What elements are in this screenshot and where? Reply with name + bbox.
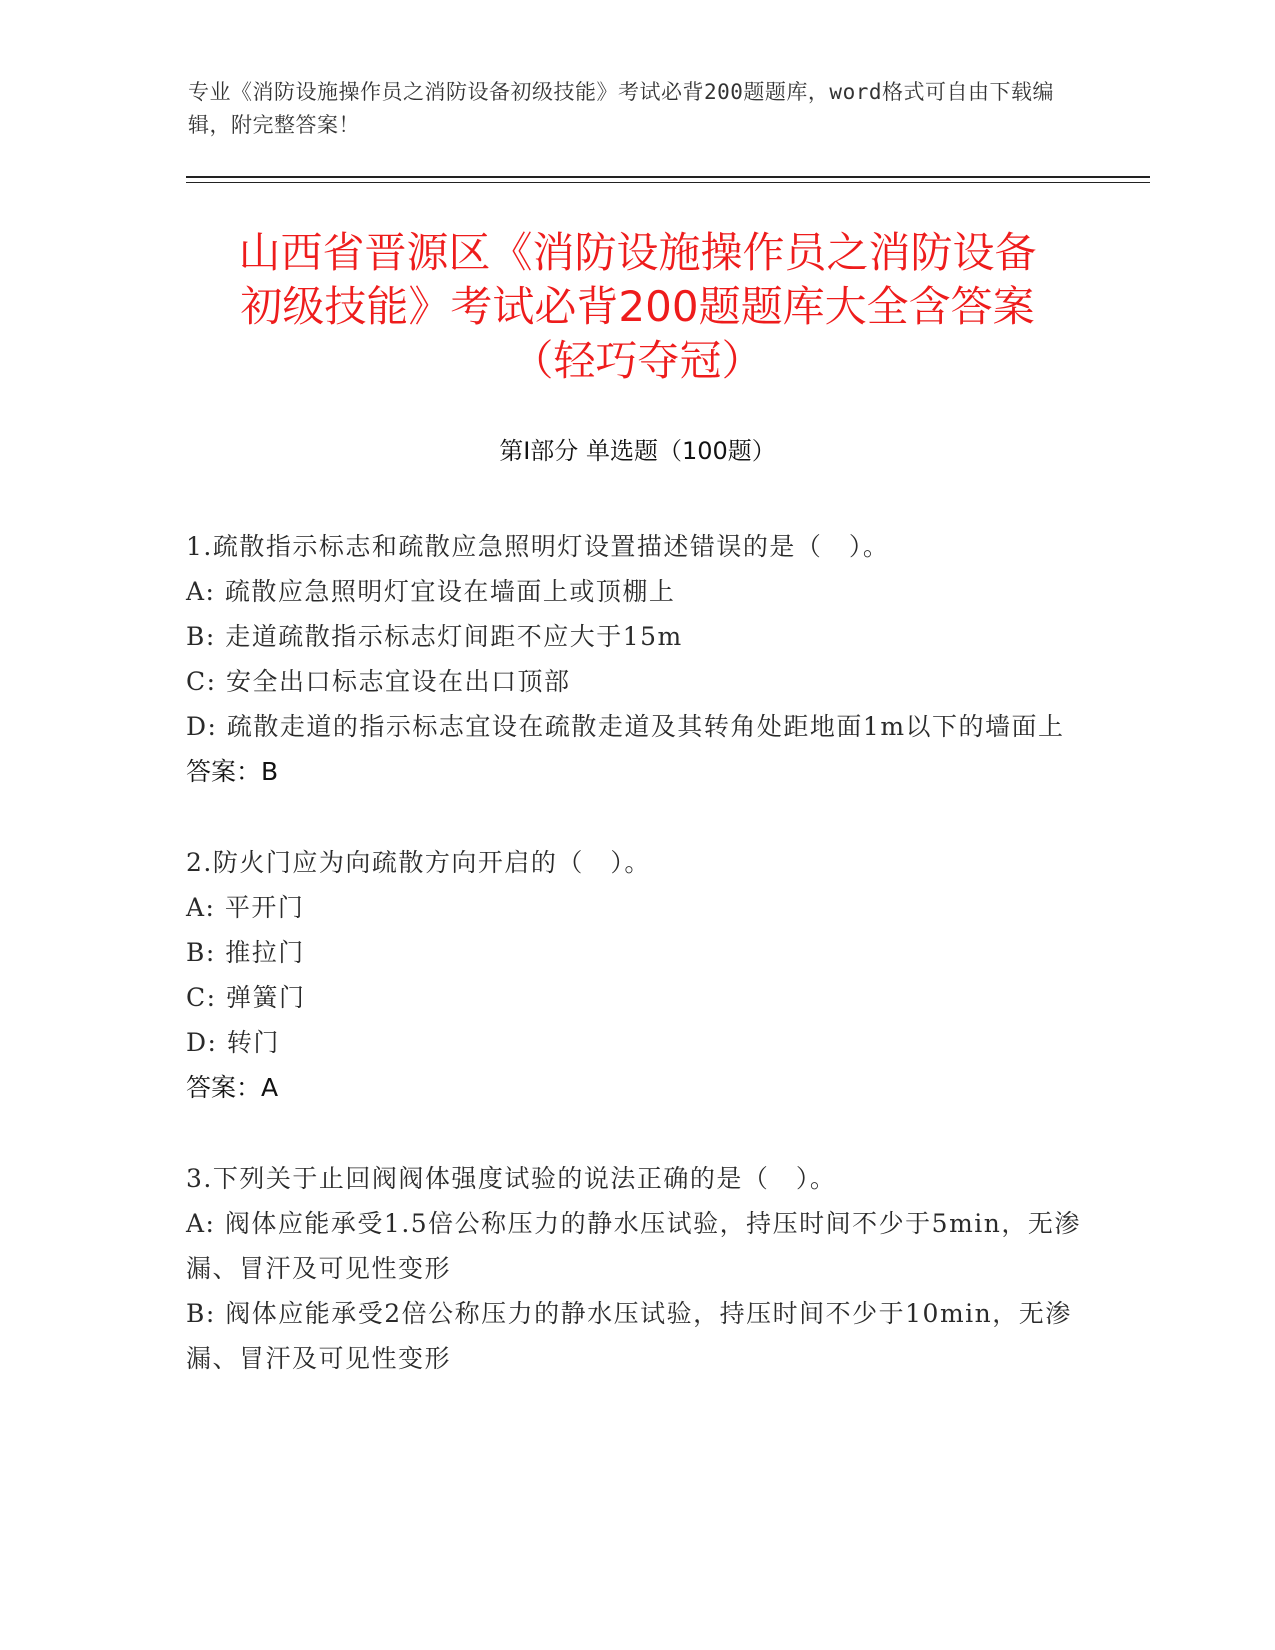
title-line-1: 山西省晋源区《消防设施操作员之消防设备 [238, 228, 1037, 277]
question-stem: 2.防火门应为向疏散方向开启的（ ）。 [186, 848, 651, 877]
option-a: A: 阀体应能承受1.5倍公称压力的静水压试验，持压时间不少于5min，无渗漏、冒汗及可见性变形 [186, 1209, 1081, 1283]
question-1 [186, 524, 1086, 794]
question-3 [186, 1156, 1086, 1381]
option-b: B: 推拉门 [186, 938, 305, 967]
question-stem: 3.下列关于止回阀阀体强度试验的说法正确的是（ ）。 [186, 1164, 837, 1193]
option-b: B: 阀体应能承受2倍公称压力的静水压试验，持压时间不少于10min，无渗漏、冒汗及可见性变形 [186, 1299, 1072, 1373]
option-d: D: 疏散走道的指示标志宜设在疏散走道及其转角处距地面1m以下的墙面上 [186, 712, 1065, 741]
option-c: C: 安全出口标志宜设在出口顶部 [186, 667, 571, 696]
answer: 答案：A [186, 1073, 279, 1102]
option-a: A: 平开门 [186, 893, 305, 922]
document-title [150, 226, 1125, 388]
answer: 答案：B [186, 757, 279, 786]
title-line-2: 初级技能》考试必背200题题库大全含答案 [240, 282, 1035, 331]
option-a: A: 疏散应急照明灯宜设在墙面上或顶棚上 [186, 577, 676, 606]
title-line-3: （轻巧夺冠） [511, 336, 764, 385]
option-d: D: 转门 [186, 1028, 280, 1057]
section-heading: 第Ⅰ部分 单选题（100题） [499, 437, 776, 465]
option-c: C: 弹簧门 [186, 983, 306, 1012]
option-b: B: 走道疏散指示标志灯间距不应大于15m [186, 622, 683, 651]
question-2 [186, 840, 1086, 1110]
header-note: 专业《消防设施操作员之消防设备初级技能》考试必背200题题库，word格式可自由下载编辑，附完整答案！ [188, 80, 1054, 137]
question-list [186, 524, 1086, 1427]
question-stem: 1.疏散指示标志和疏散应急照明灯设置描述错误的是（ ）。 [186, 532, 890, 561]
header-rule-thick [186, 176, 1150, 178]
header-rule-thin [186, 182, 1150, 183]
